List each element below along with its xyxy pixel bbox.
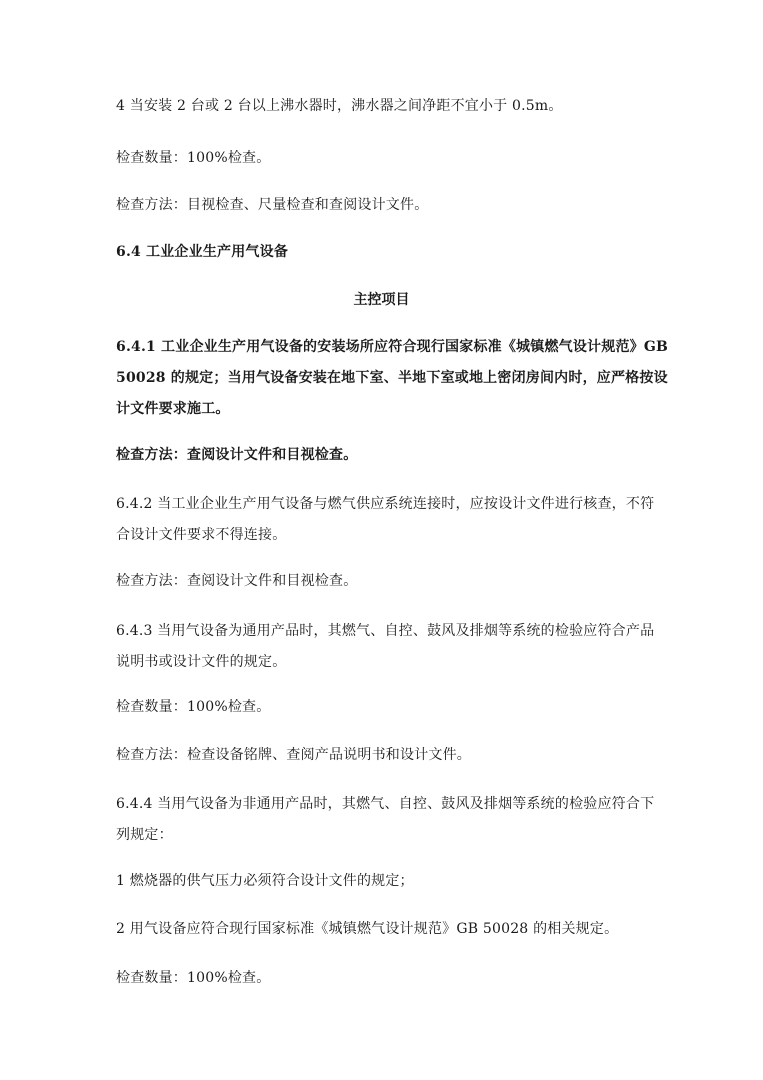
clause-6-4-2	[116, 489, 655, 551]
item-4-boiler-spacing	[116, 91, 652, 122]
clause-6-4-4-quantity	[116, 963, 652, 994]
text-line: 检查数量：100%检查。	[116, 150, 271, 166]
text-line: 合设计文件要求不得连接。	[116, 527, 287, 543]
text-line: 6.4.3 当用气设备为通用产品时，其燃气、自控、鼓风及排烟等系统的检验应符合产品	[116, 623, 655, 639]
text-line: 检查数量：100%检查。	[116, 699, 271, 715]
text-line: 6.4.1 工业企业生产用气设备的安装场所应符合现行国家标准《城镇燃气设计规范》GB	[116, 339, 669, 355]
main-control-items-title: 主控项目	[353, 292, 410, 308]
text-line: 6.4 工业企业生产用气设备	[116, 244, 289, 260]
clause-6-4-1-method	[116, 440, 652, 471]
clause-6-4-1	[116, 332, 669, 425]
text-line: 检查方法：查阅设计文件和目视检查。	[116, 573, 358, 589]
text-line: 50028 的规定；当用气设备安装在地下室、半地下室或地上密闭房间内时，应严格按设	[116, 370, 668, 386]
text-line: 计文件要求施工。	[116, 401, 230, 417]
text-line: 说明书或设计文件的规定。	[116, 654, 287, 670]
text-line: 检查数量：100%检查。	[116, 970, 271, 986]
clause-6-4-3	[116, 616, 655, 678]
clause-6-4-4-item-2	[116, 914, 652, 945]
text-line: 检查方法：目视检查、尺量检查和查阅设计文件。	[116, 197, 429, 213]
clause-6-4-4-item-1	[116, 866, 652, 897]
clause-6-4-4	[116, 789, 655, 851]
text-line: 2 用气设备应符合现行国家标准《城镇燃气设计规范》GB 50028 的相关规定。	[116, 921, 619, 937]
clause-6-4-3-quantity	[116, 692, 652, 723]
inspection-quantity	[116, 143, 652, 174]
text-line: 4 当安装 2 台或 2 台以上沸水器时，沸水器之间净距不宜小于 0.5m。	[116, 98, 563, 114]
text-line: 检查方法：查阅设计文件和目视检查。	[116, 447, 358, 463]
inspection-method	[116, 190, 652, 221]
text-line: 6.4.4 当用气设备为非通用产品时，其燃气、自控、鼓风及排烟等系统的检验应符合下	[116, 796, 655, 812]
text-line: 检查方法：检查设备铭牌、查阅产品说明书和设计文件。	[116, 747, 471, 763]
text-line: 列规定：	[116, 827, 173, 843]
text-line: 1 燃烧器的供气压力必须符合设计文件的规定；	[116, 873, 414, 889]
clause-6-4-2-method	[116, 566, 652, 597]
clause-6-4-3-method	[116, 740, 652, 771]
section-heading-6-4	[116, 237, 652, 268]
text-line: 6.4.2 当工业企业生产用气设备与燃气供应系统连接时，应按设计文件进行核查，不符	[116, 496, 655, 512]
